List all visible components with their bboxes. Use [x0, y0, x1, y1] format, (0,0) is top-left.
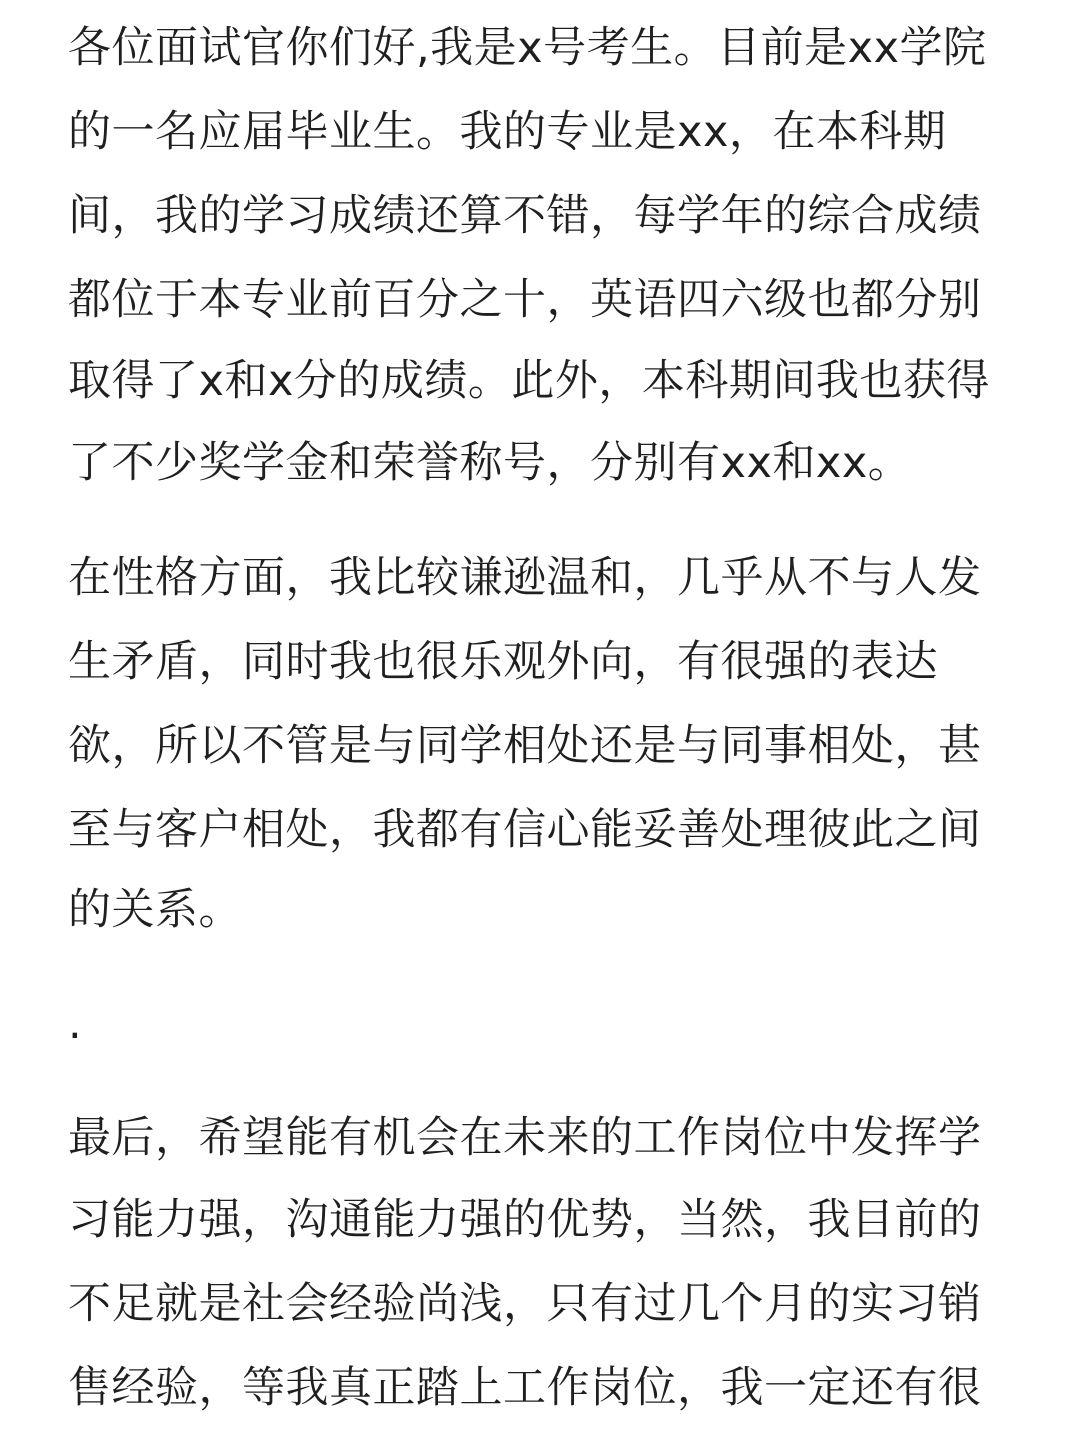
text-line: 售经验，等我真正踏上工作岗位，我一定还有很: [68, 1363, 982, 1413]
text-line: 各位面试官你们好,我是x号考生。目前是xx学院: [68, 23, 987, 73]
text-line: 在性格方面，我比较谦逊温和，几乎从不与人发: [68, 553, 982, 603]
text-line: 不足就是社会经验尚浅，只有过几个月的实习销: [68, 1279, 982, 1329]
text-line: 的一名应届毕业生。我的专业是xx，在本科期: [68, 107, 947, 157]
separator-dot: .: [68, 999, 83, 1049]
text-line: 都位于本专业前百分之十，英语四六级也都分别: [68, 275, 982, 325]
text-line: 生矛盾，同时我也很乐观外向，有很强的表达: [68, 637, 938, 687]
text-line: 取得了x和x分的成绩。此外，本科期间我也获得: [68, 356, 990, 406]
text-line: 至与客户相处，我都有信心能妥善处理彼此之间: [68, 805, 982, 855]
text-line: 最后，希望能有机会在未来的工作岗位中发挥学: [68, 1113, 982, 1163]
text-line: 欲，所以不管是与同学相处还是与同事相处，甚: [68, 721, 982, 771]
text-line: 的关系。: [68, 885, 242, 935]
text-line: 了不少奖学金和荣誉称号，分别有xx和xx。: [68, 438, 912, 488]
text-line: 间，我的学习成绩还算不错，每学年的综合成绩: [68, 191, 982, 241]
text-line: 习能力强，沟通能力强的优势，当然，我目前的: [68, 1195, 982, 1245]
